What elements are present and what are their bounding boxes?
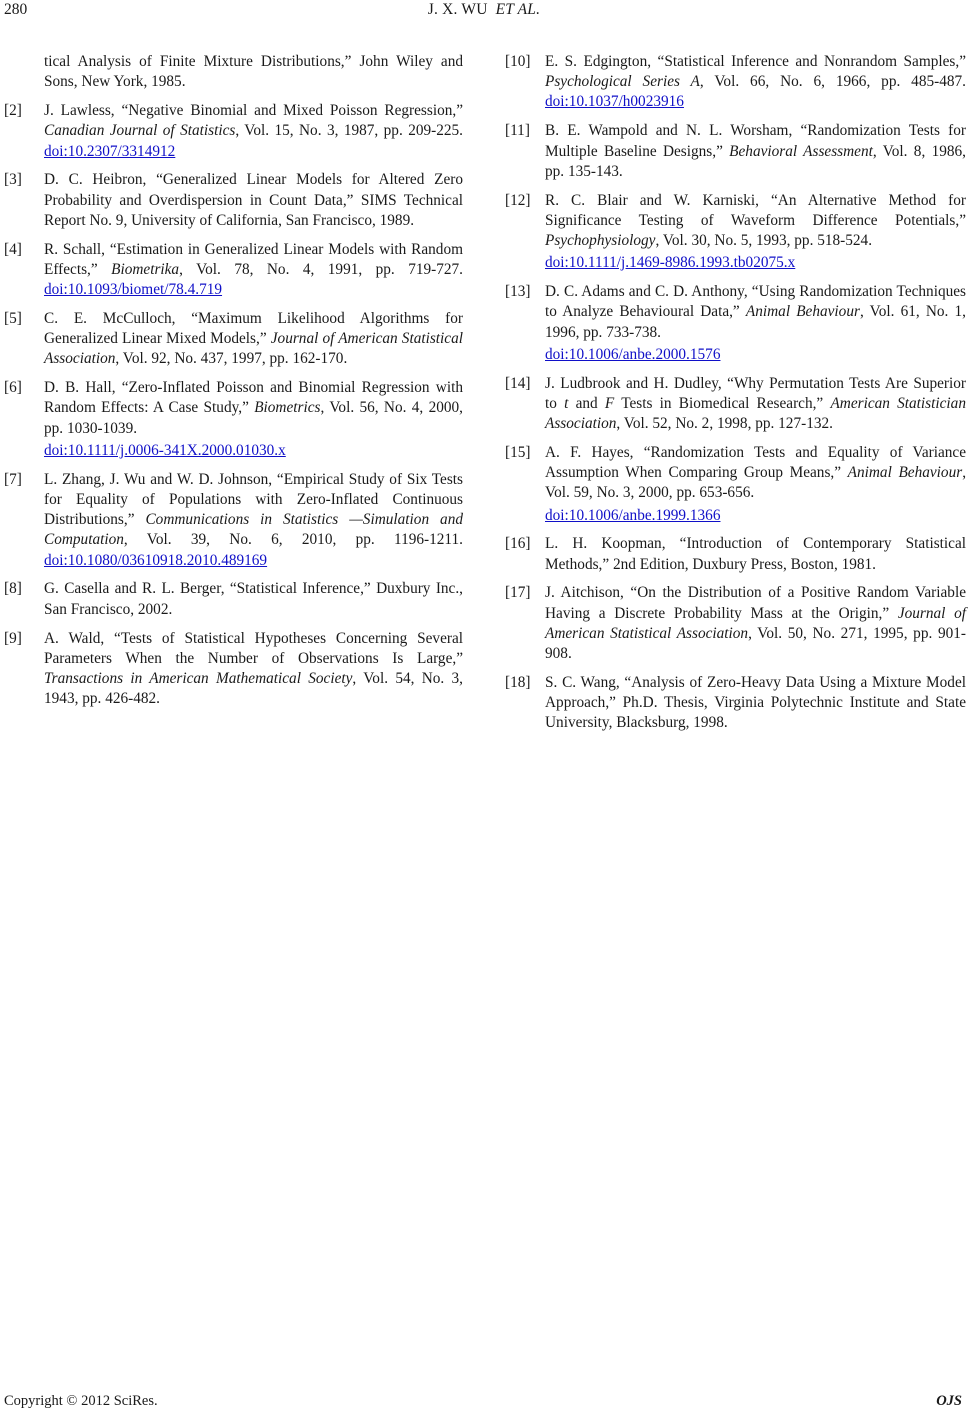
doi-link[interactable]: doi:10.1093/biomet/78.4.719 — [44, 281, 223, 299]
reference-number: [3] — [4, 171, 22, 189]
reference-italic-text: Journal of American Statistical Association — [44, 330, 463, 368]
reference-entry — [4, 470, 463, 571]
reference-text — [545, 282, 966, 365]
doi-link[interactable]: doi:10.2307/3314912 — [44, 142, 176, 160]
reference-italic-text: Transactions in American Mathematical Society — [44, 669, 353, 687]
reference-entry — [505, 673, 966, 734]
reference-text-segment: and — [568, 394, 605, 412]
reference-entry — [4, 629, 463, 710]
reference-number: [18] — [505, 673, 531, 691]
reference-text — [545, 374, 966, 435]
reference-text-segment: Tests in Biomedical Research,” — [614, 394, 831, 412]
reference-entry — [505, 191, 966, 274]
reference-text-segment: D. C. Heibron, “Generalized Linear Models for Altered Zero Probability and Overdispersion in Count Data,” SIMS Technical Report No. 9, University of California, San Francisco, 1989. — [44, 171, 463, 229]
reference-text — [545, 583, 966, 664]
reference-text — [545, 121, 966, 182]
reference-number: [6] — [4, 379, 22, 397]
reference-text-segment: L. H. Koopman, “Introduction of Contemporary Statistical Methods,” 2nd Edition, Duxbury Press, Boston, 1981. — [545, 535, 966, 573]
reference-text — [545, 52, 966, 113]
reference-number: [4] — [4, 240, 22, 258]
reference-text — [44, 579, 463, 619]
reference-entry — [505, 121, 966, 182]
reference-text-segment: tical Analysis of Finite Mixture Distributions,” John Wiley and Sons, New York, 1985. — [44, 53, 463, 91]
reference-number: [13] — [505, 283, 531, 301]
reference-text-segment: , Vol. 61, No. 1, 1996, pp. 733-738. — [545, 303, 966, 341]
reference-entry — [505, 583, 966, 664]
reference-number: [5] — [4, 309, 22, 327]
reference-italic-text: American Statistician Association — [545, 394, 966, 432]
reference-text — [545, 673, 966, 734]
running-head — [0, 1, 968, 19]
reference-italic-text: Animal Behaviour — [847, 464, 963, 482]
reference-text — [44, 52, 463, 92]
reference-text-segment: , Vol. 39, No. 6, 2010, pp. 1196-1211. — [123, 531, 463, 549]
reference-number: [2] — [4, 102, 22, 120]
reference-entry — [4, 101, 463, 162]
reference-text-segment: , Vol. 54, No. 3, 1943, pp. 426-482. — [44, 669, 463, 708]
doi-link[interactable]: doi:10.1006/anbe.1999.1366 — [545, 506, 721, 524]
reference-number: [7] — [4, 470, 22, 488]
reference-text — [44, 170, 463, 231]
reference-italic-text: Psychophysiology — [545, 232, 656, 249]
reference-text — [44, 309, 463, 370]
reference-italic-text: F — [604, 394, 615, 412]
footer-journal: OJS — [936, 1393, 962, 1409]
doi-link[interactable]: doi:10.1006/anbe.2000.1576 — [545, 345, 721, 363]
doi-link[interactable]: doi:10.1080/03610918.2010.489169 — [44, 551, 268, 569]
reference-text-segment: B. E. Wampold and N. L. Worsham, “Randomization Tests for Multiple Baseline Designs,” — [545, 122, 966, 160]
reference-text-segment: , Vol. 66, No. 6, 1966, pp. 485-487. — [699, 73, 966, 91]
reference-text-segment: , Vol. 50, No. 271, 1995, pp. 901-908. — [545, 624, 966, 663]
reference-text — [545, 534, 966, 574]
reference-italic-text: Animal Behaviour — [745, 303, 860, 321]
references-left-column — [4, 52, 463, 718]
reference-text-segment: , Vol. 15, No. 3, 1987, pp. 209-225. — [235, 122, 464, 140]
reference-text-segment: A. F. Hayes, “Randomization Tests and Equality of Variance Assumption When Comparing Group Means,” — [545, 443, 966, 482]
reference-number: [8] — [4, 580, 22, 598]
reference-text — [44, 470, 463, 571]
doi-link[interactable]: doi:10.1037/h0023916 — [545, 93, 684, 111]
reference-text-segment: C. E. McCulloch, “Maximum Likelihood Algorithms for Generalized Linear Mixed Models,” — [44, 309, 463, 348]
reference-italic-text: Behavioral Assessment — [729, 142, 873, 160]
footer-copyright: Copyright © 2012 SciRes. — [4, 1393, 158, 1409]
reference-text-segment: , Vol. 92, No. 437, 1997, pp. 162-170. — [115, 350, 348, 368]
reference-entry — [4, 309, 463, 370]
reference-text — [545, 443, 966, 526]
reference-italic-text: Journal of American Statistical Association — [545, 604, 966, 642]
references-right-column — [505, 52, 966, 742]
reference-italic-text: t — [564, 394, 569, 412]
reference-text-segment: S. C. Wang, “Analysis of Zero-Heavy Data Using a Mixture Model Approach,” Ph.D. Thesis, Virginia Polytechnic Institute and State University, Blacksburg, 1998. — [545, 673, 966, 732]
reference-entry — [4, 378, 463, 461]
reference-italic-text: Communications in Statistics —Simulation and Computation — [44, 511, 463, 549]
reference-italic-text: Psychological Series A — [545, 73, 700, 91]
reference-text-segment: , Vol. 78, No. 4, 1991, pp. 719-727. — [179, 260, 464, 278]
reference-text-segment: D. B. Hall, “Zero-Inflated Poisson and Binomial Regression with Random Effects: A Case Study,” — [44, 379, 463, 417]
reference-entry — [505, 282, 966, 365]
doi-link[interactable]: doi:10.1111/j.0006-341X.2000.01030.x — [44, 441, 286, 459]
running-head-authors: J. X. WU — [427, 1, 488, 18]
reference-italic-text: Canadian Journal of Statistics — [44, 122, 236, 140]
reference-number: [15] — [505, 443, 531, 461]
reference-text-segment: , Vol. 56, No. 4, 2000, pp. 1030-1039. — [44, 399, 463, 437]
reference-entry — [4, 52, 463, 92]
page-number: 280 — [4, 1, 28, 18]
reference-text-segment: , Vol. 59, No. 3, 2000, pp. 653-656. — [545, 464, 967, 502]
reference-text-segment: , Vol. 30, No. 5, 1993, pp. 518-524. — [655, 232, 873, 249]
reference-number: [10] — [505, 53, 531, 70]
reference-number: [12] — [505, 191, 531, 209]
doi-link[interactable]: doi:10.1111/j.1469-8986.1993.tb02075.x — [545, 254, 796, 272]
reference-number: [14] — [505, 374, 531, 392]
reference-text — [545, 191, 966, 274]
reference-text-segment: L. Zhang, J. Wu and W. D. Johnson, “Empirical Study of Six Tests for Equality of Populations with Zero-Inflated Continuous Distributions,” — [44, 470, 463, 529]
reference-text-segment: E. S. Edgington, “Statistical Inference and Nonrandom Samples,” — [545, 53, 966, 70]
reference-text-segment: G. Casella and R. L. Berger, “Statistical Inference,” Duxbury Inc., San Francisco, 2002. — [44, 580, 463, 618]
reference-text-segment: R. Schall, “Estimation in Generalized Linear Models with Random Effects,” — [44, 240, 463, 278]
reference-number: [17] — [505, 584, 531, 602]
reference-number: [9] — [4, 629, 22, 647]
reference-text-segment: A. Wald, “Tests of Statistical Hypotheses Concerning Several Parameters When the Number of Observations Is Large,” — [44, 629, 463, 667]
reference-entry — [4, 170, 463, 231]
reference-entry — [505, 374, 966, 435]
reference-text-segment: J. Aitchison, “On the Distribution of a Positive Random Variable Having a Discrete Probability Mass at the Origin,” — [545, 584, 966, 622]
reference-text-segment: R. C. Blair and W. Karniski, “An Alternative Method for Significance Testing of Waveform Difference Potentials,” — [545, 191, 966, 229]
reference-text-segment: , Vol. 8, 1986, pp. 135-143. — [545, 142, 966, 180]
reference-entry — [505, 534, 966, 574]
reference-entry — [4, 240, 463, 301]
reference-entry — [4, 579, 463, 619]
reference-entry — [505, 443, 966, 526]
reference-text — [44, 629, 463, 710]
reference-number: [11] — [505, 122, 530, 140]
reference-text-segment: J. Lawless, “Negative Binomial and Mixed Poisson Regression,” — [44, 102, 463, 120]
reference-text-segment: J. Ludbrook and H. Dudley, “Why Permutation Tests Are Superior to — [545, 374, 966, 412]
reference-number: [16] — [505, 535, 531, 553]
reference-italic-text: Biometrics — [254, 399, 321, 417]
running-head-etal: ET AL. — [495, 1, 541, 18]
reference-text-segment: D. C. Adams and C. D. Anthony, “Using Randomization Techniques to Analyze Behavioural Data,” — [545, 283, 966, 321]
reference-italic-text: Biometrika — [111, 260, 180, 278]
reference-text — [44, 101, 463, 162]
reference-text — [44, 240, 463, 301]
reference-entry — [505, 52, 966, 113]
reference-text — [44, 378, 463, 461]
reference-text-segment: , Vol. 52, No. 2, 1998, pp. 127-132. — [616, 415, 833, 432]
